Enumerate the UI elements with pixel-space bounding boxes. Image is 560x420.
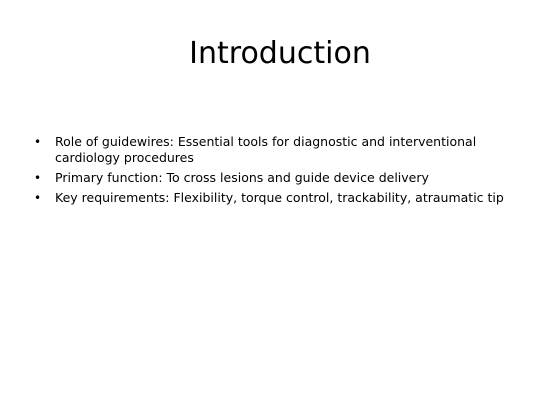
bullet-icon: • <box>34 135 42 149</box>
bullet-list <box>34 134 524 210</box>
bullet-item <box>34 170 524 186</box>
bullet-icon: • <box>34 171 42 185</box>
bullet-text: Key requirements: Flexibility, torque control, trackability, atraumatic tip <box>55 190 504 205</box>
bullet-text: Primary function: To cross lesions and guide device delivery <box>55 170 429 185</box>
bullet-item <box>34 190 524 206</box>
bullet-text: Role of guidewires: Essential tools for diagnostic and interventional cardiology procedures <box>55 134 477 165</box>
bullet-icon: • <box>34 191 42 205</box>
bullet-item <box>34 134 524 166</box>
slide-title: Introduction <box>189 36 371 71</box>
